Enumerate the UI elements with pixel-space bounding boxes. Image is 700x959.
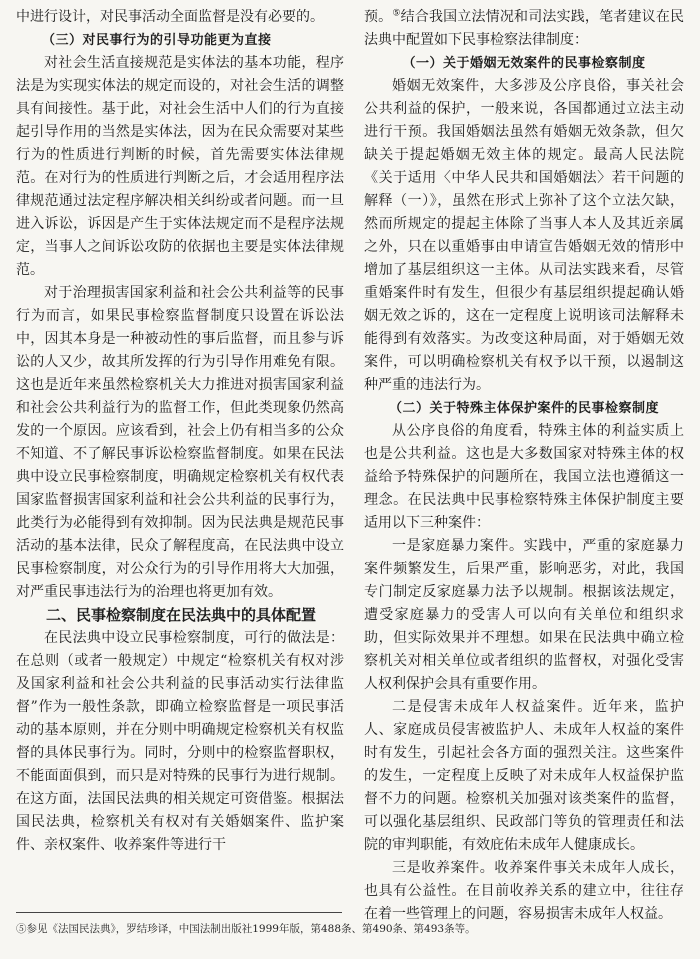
continued-text: 预。 xyxy=(364,9,393,25)
subsection-heading-1: （一）关于婚姻无效案件的民事检察制度 xyxy=(402,56,646,71)
section-heading-2: 二、民事检察制度在民法典中的具体配置 xyxy=(46,606,317,624)
paragraph: 婚姻无效案件，大多涉及公序良俗，事关社会公共利益的保护，一般来说，各国都通过立法主动进行干预。我国婚姻法虽然有婚姻无效条款，但欠缺关于提起婚姻无效主体的规定。最高人民法院《关于适用〈中华人民共和国婚姻法〉若干问题的解释（一）》，虽然在形式上弥补了这个立法欠缺，然而所规定的提起主体除了当事人本人及其近亲属之外，只在以重婚事由申请宣告婚姻无效的情形中增加了基层组织这一主体。从司法实践来看，尽管重婚案件时有发生，但很少有基层组织提起确认婚姻无效之诉的，这在一定程度上说明该司法解释未能得到有效落实。为改变这种局面，对于婚姻无效案件，可以明确检察机关有权予以干预，以遏制这种严重的违法行为。 xyxy=(364,78,684,393)
subsection-heading-3: （三）对民事行为的引导功能更为直接 xyxy=(42,33,272,48)
paragraph: 在民法典中设立民事检察制度，可行的做法是：在总则（或者一般规定）中规定“检察机关有权对涉及国家利益和社会公共利益的民事活动实行法律监督”作为一般性条款，即确立检察监督是一项民事活动的基本原则，并在分则中明确规定检察机关有权监督的具体民事行为。同时，分则中的检察监督职权，不能面面俱到，而只是对特殊的民事行为进行规制。在这方面，法国民法典的相关规定可资借鉴。根据法国民法典，检察机关有权对有关婚姻案件、监护案件、亲权案件、收养案件等进行干 xyxy=(16,630,344,853)
paragraph: 一是家庭暴力案件。实践中，严重的家庭暴力案件频繁发生，后果严重，影响恶劣，对此，我国专门制定反家庭暴力法予以规制。根据该法规定，遭受家庭暴力的受害人可以向有关单位和组织求助，但实际效果并不理想。如果在民法典中确立检察机关对相关单位或者组织的监督权，对强化受害人权利保护会具有重要作用。 xyxy=(364,538,684,692)
paragraph: 二是侵害未成年人权益案件。近年来，监护人、家庭成员侵害被监护人、未成年人权益的案件时有发生，引起社会各方面的强烈关注。这些案件的发生，一定程度上反映了对未成年人权益保护监督不力的问题。检察机关加强对该类案件的监督，可以强化基层组织、民政部门等负的管理责任和法院的审判职能，有效庇佑未成年人健康成长。 xyxy=(364,699,684,853)
right-column xyxy=(364,6,684,926)
paragraph: 对于治理损害国家利益和社会公共利益等的民事行为而言，如果民事检察监督制度只设置在诉讼法中，因其本身是一种被动性的事后监督，而且参与诉讼的人又少，故其所发挥的行为引导作用难免有限。这也是近年来虽然检察机关大力推进对损害国家利益和社会公共利益行为的监督工作，但此类现象仍然高发的一个原因。应该看到，社会上仍有相当多的公众不知道、不了解民事诉讼检察监督制度。如果在民法典中设立民事检察制度，明确规定检察机关有权代表国家监督损害国家利益和社会公共利益的民事行为，此类行为必能得到有效抑制。因为民法典是规范民事活动的基本法律，民众了解程度高，在民法典中设立民事检察制度，对公众行为的引导作用将大大加强，对严重民事违法行为的治理也将更加有效。 xyxy=(16,285,344,600)
footnote: ⑤参见《法国民法典》，罗结珍译，中国法制出版社1999年版，第488条、第490条、第493条等。 xyxy=(16,923,476,935)
paragraph-continued xyxy=(364,6,684,52)
paragraph: 从公序良俗的角度看，特殊主体的利益实质上也是公共利益。这也是大多数国家对特殊主体的权益给予特殊保护的问题所在，我国立法也遵循这一理念。在民法典中民事检察特殊主体保护制度主要适用以下三种案件： xyxy=(364,423,684,531)
left-column xyxy=(16,6,344,857)
subsection-heading-2: （二）关于特殊主体保护案件的民事检察制度 xyxy=(388,401,659,416)
continued-text: 结合我国立法情况和司法实践，笔者建议在民法典中配置如下民事检察法律制度： xyxy=(364,9,684,48)
footnote-marker: ⑤ xyxy=(392,8,401,19)
continued-text: 中进行设计，对民事活动全面监督是没有必要的。 xyxy=(16,9,324,25)
paragraph: 对社会生活直接规范是实体法的基本功能，程序法是为实现实体法的规定而设的，对社会生活的调整具有间接性。基于此，对社会生活中人们的行为直接起引导作用的当然是实体法，因为在民众需要对某些行为的性质进行判断的时候，首先需要实体法律规范。在对行为的性质进行判断之后，才会适用程序法律规范通过法定程序解决相关纠纷或者问题。而一旦进入诉讼，诉因是产生于实体法规定而不是程序法规定，当事人之间诉讼攻防的依据也主要是实体法律规范。 xyxy=(16,55,344,278)
footnote-rule xyxy=(16,912,342,913)
paragraph: 三是收养案件。收养案件事关未成年人成长，也具有公益性。在目前收养关系的建立中，往往存在着一些管理上的问题，容易损害未成年人权益。 xyxy=(364,860,684,922)
